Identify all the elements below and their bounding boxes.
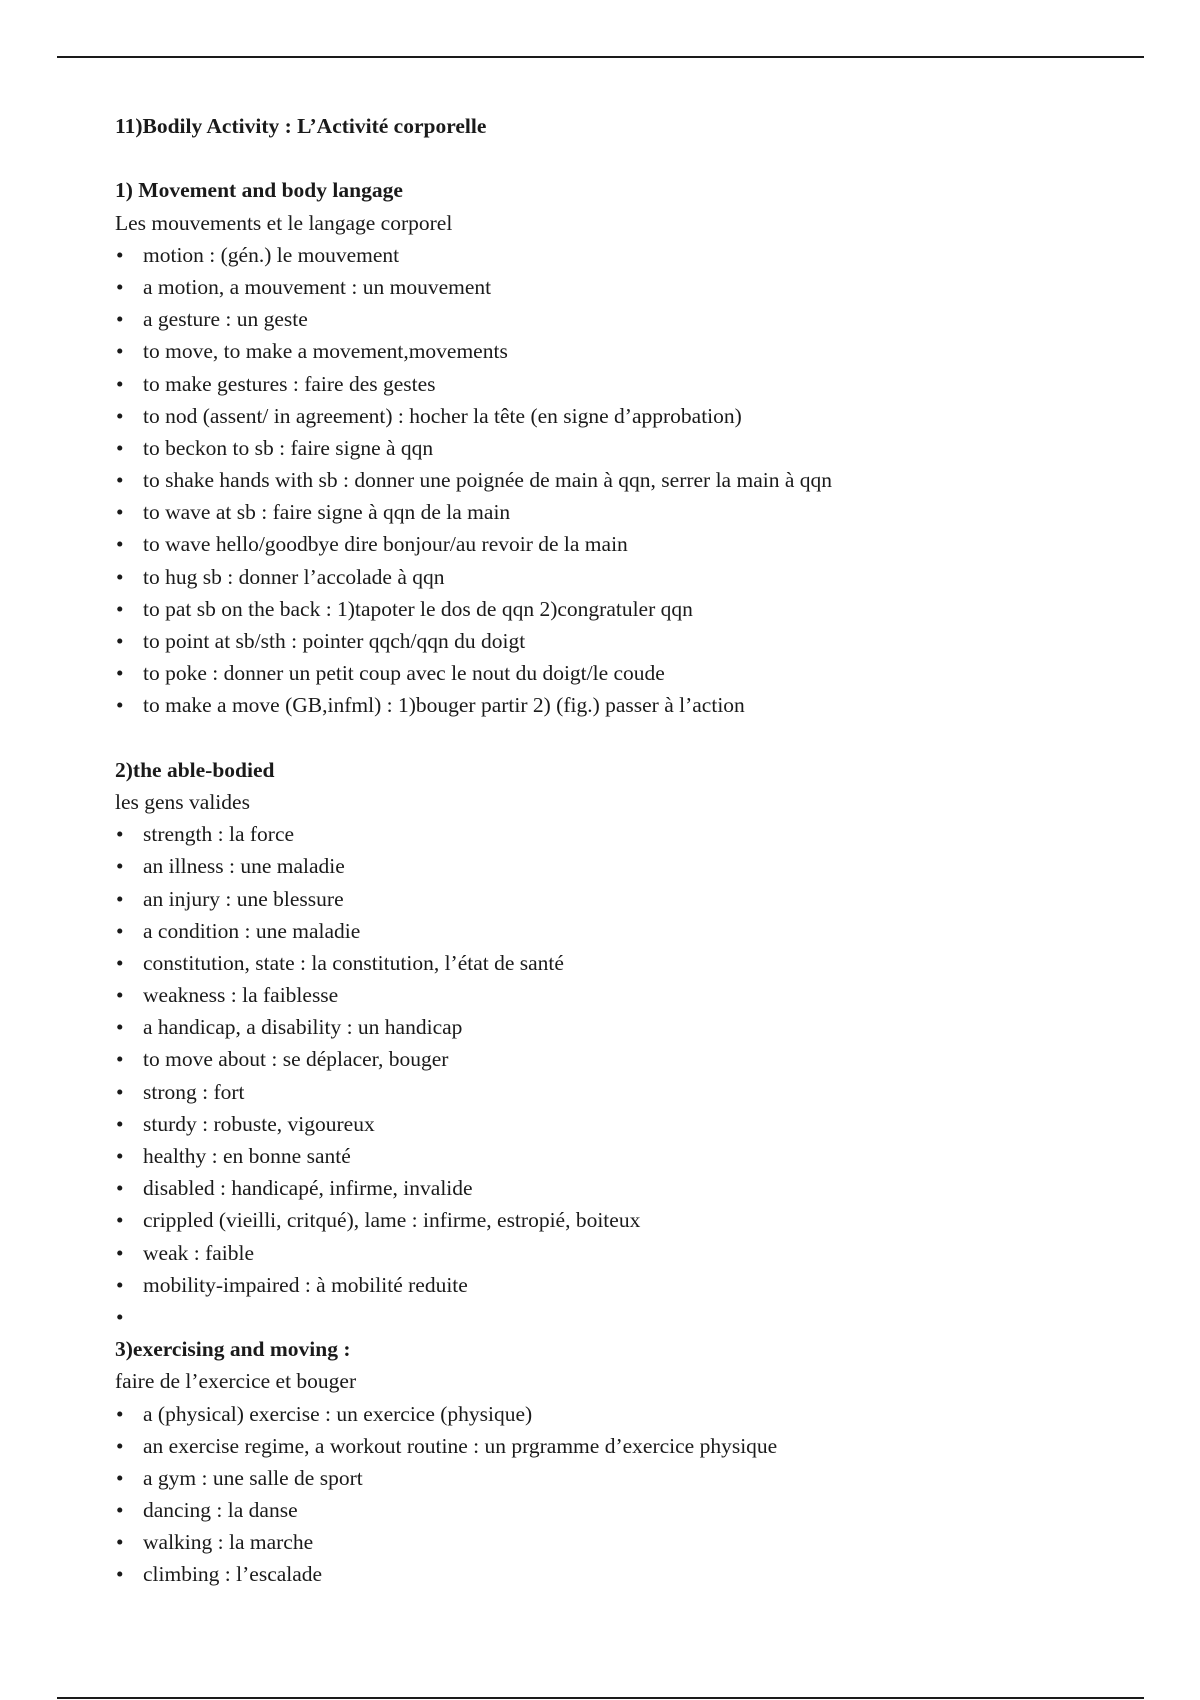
list-item: • weak : faible xyxy=(115,1237,1145,1269)
list-item: • constitution, state : la constitution, l’état de santé xyxy=(115,947,1145,979)
list-item: • to beckon to sb : faire signe à qqn xyxy=(115,432,1145,464)
list-item: • to pat sb on the back : 1)tapoter le dos de qqn 2)congratuler qqn xyxy=(115,593,1145,625)
list-item: • to shake hands with sb : donner une poignée de main à qqn, serrer la main à qqn xyxy=(115,464,1145,496)
list-item: • a gym : une salle de sport xyxy=(115,1462,1145,1494)
list-item: • strength : la force xyxy=(115,818,1145,850)
section-subtitle: Les mouvements et le langage corporel xyxy=(115,210,453,235)
list-item: • a gesture : un geste xyxy=(115,303,1145,335)
list-item-empty xyxy=(115,1301,1145,1333)
section-subtitle: les gens valides xyxy=(115,789,250,814)
list-item: • to wave at sb : faire signe à qqn de la main xyxy=(115,496,1145,528)
list-item: • to nod (assent/ in agreement) : hocher la tête (en signe d’approbation) xyxy=(115,400,1145,432)
list-item: • an injury : une blessure xyxy=(115,883,1145,915)
list-item: • sturdy : robuste, vigoureux xyxy=(115,1108,1145,1140)
list-item: • mobility-impaired : à mobilité reduite xyxy=(115,1269,1145,1301)
list-item: • an exercise regime, a workout routine : un prgramme d’exercice physique xyxy=(115,1430,1145,1462)
spacer xyxy=(115,142,1145,174)
list-item: • climbing : l’escalade xyxy=(115,1558,1145,1590)
section-movement xyxy=(115,174,1145,721)
list-item: • walking : la marche xyxy=(115,1526,1145,1558)
vocab-list xyxy=(115,818,1145,1333)
list-item: • to wave hello/goodbye dire bonjour/au revoir de la main xyxy=(115,528,1145,560)
list-item: • to poke : donner un petit coup avec le nout du doigt/le coude xyxy=(115,657,1145,689)
section-able-bodied xyxy=(115,754,1145,1333)
list-item: • to make gestures : faire des gestes xyxy=(115,368,1145,400)
list-item: • to make a move (GB,infml) : 1)bouger partir 2) (fig.) passer à l’action xyxy=(115,689,1145,721)
list-item: • to hug sb : donner l’accolade à qqn xyxy=(115,561,1145,593)
list-item: • an illness : une maladie xyxy=(115,850,1145,882)
section-heading: 1) Movement and body langage xyxy=(115,178,403,203)
list-item: • a (physical) exercise : un exercice (physique) xyxy=(115,1398,1145,1430)
list-item: • to point at sb/sth : pointer qqch/qqn du doigt xyxy=(115,625,1145,657)
section-subtitle: faire de l’exercice et bouger xyxy=(115,1369,357,1394)
list-item: • to move, to make a movement,movements xyxy=(115,335,1145,367)
section-exercising xyxy=(115,1333,1145,1591)
top-rule xyxy=(57,56,1144,58)
list-item: • disabled : handicapé, infirme, invalide xyxy=(115,1172,1145,1204)
document-body xyxy=(115,110,1145,1591)
vocab-list xyxy=(115,239,1145,722)
document-title: 11)Bodily Activity : L’Activité corporelle xyxy=(115,114,487,138)
list-item: • a handicap, a disability : un handicap xyxy=(115,1011,1145,1043)
list-item: • strong : fort xyxy=(115,1076,1145,1108)
spacer xyxy=(115,722,1145,754)
section-heading: 3)exercising and moving : xyxy=(115,1337,351,1362)
list-item: • a motion, a mouvement : un mouvement xyxy=(115,271,1145,303)
list-item: • weakness : la faiblesse xyxy=(115,979,1145,1011)
bottom-rule xyxy=(57,1697,1144,1699)
list-item: • healthy : en bonne santé xyxy=(115,1140,1145,1172)
list-item: • motion : (gén.) le mouvement xyxy=(115,239,1145,271)
section-heading: 2)the able-bodied xyxy=(115,757,275,782)
list-item: • a condition : une maladie xyxy=(115,915,1145,947)
vocab-list xyxy=(115,1398,1145,1591)
list-item: • to move about : se déplacer, bouger xyxy=(115,1043,1145,1075)
list-item: • dancing : la danse xyxy=(115,1494,1145,1526)
list-item: • crippled (vieilli, critqué), lame : infirme, estropié, boiteux xyxy=(115,1204,1145,1236)
